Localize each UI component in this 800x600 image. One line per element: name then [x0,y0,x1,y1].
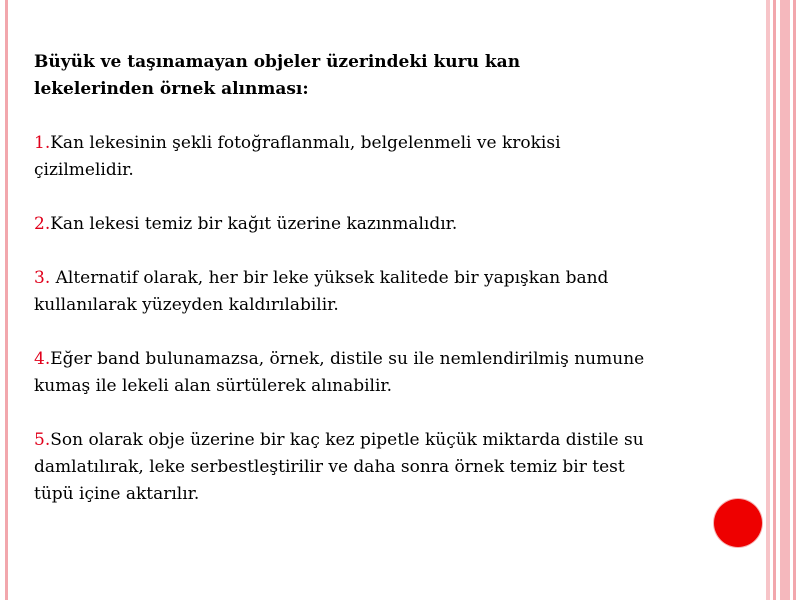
item-text-line-3: tüpü içine aktarılır. [34,484,200,504]
item-text-line-1: Son olarak obje üzerine bir kaç kez pipetle küçük miktarda distile su [50,430,644,450]
heading-line-1: Büyük ve taşınamayan objeler üzerindeki kuru kan [34,52,521,72]
red-circle-decoration [714,499,762,547]
item-text-line-1: Kan lekesi temiz bir kağıt üzerine kazınmalıdır. [50,214,458,234]
heading-line-2: lekelerinden örnek alınması: [34,79,309,99]
list-item-5 [34,427,769,508]
item-text-line-1: Kan lekesinin şekli fotoğraflanmalı, belgelenmeli ve krokisi [50,133,561,153]
stripe-2 [773,0,776,600]
item-number: 4. [34,349,51,369]
item-text-line-2: damlatılırak, leke serbestleştirilir ve daha sonra örnek temiz bir test [34,457,625,477]
item-number: 1. [34,133,51,153]
item-text-line-1: Eğer band bulunamazsa, örnek, distile su ile nemlendirilmiş numune [50,349,645,369]
left-border-line [5,0,8,600]
list-item-4 [34,346,769,400]
stripe-3 [780,0,790,600]
list-item-3 [34,265,769,319]
item-number: 5. [34,430,51,450]
stripe-4 [793,0,796,600]
list-item-2 [34,211,769,238]
item-number: 3. [34,268,51,288]
slide-heading [34,49,769,103]
list-item-1 [34,130,769,184]
right-decorative-stripes [766,0,800,600]
item-text-line-2: çizilmelidir. [34,160,134,180]
slide-content [34,49,769,508]
item-text-line-2: kullanılarak yüzeyden kaldırılabilir. [34,295,339,315]
item-text-line-1: Alternatif olarak, her bir leke yüksek kalitede bir yapışkan band [50,268,609,288]
item-text-line-2: kumaş ile lekeli alan sürtülerek alınabilir. [34,376,393,396]
item-number: 2. [34,214,51,234]
